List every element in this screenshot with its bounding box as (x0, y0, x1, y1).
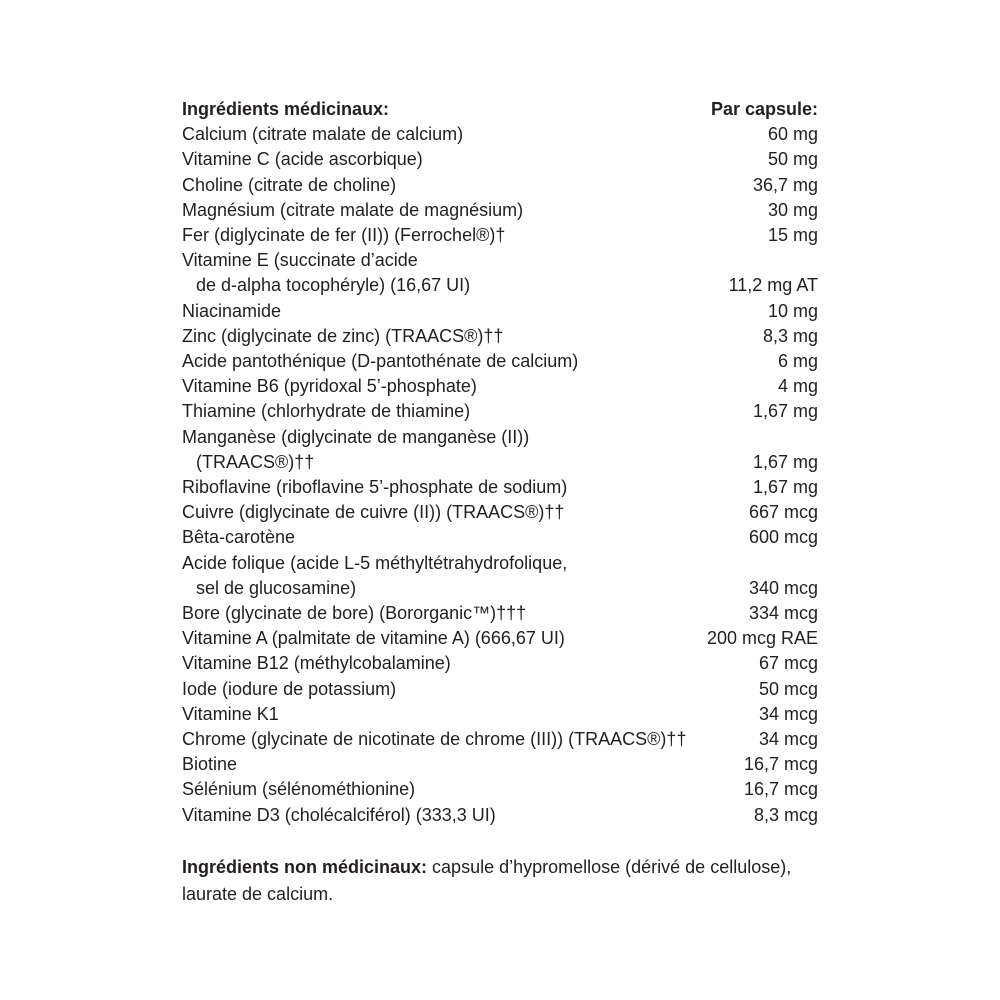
ingredient-amount: 34 mcg (758, 703, 818, 724)
table-row (182, 576, 818, 601)
table-header (182, 97, 818, 122)
ingredient-amount: 1,67 mg (752, 451, 818, 472)
ingredient-name: Fer (diglycinate de fer (II)) (Ferrochel®)† (182, 225, 506, 246)
table-row (182, 651, 818, 676)
ingredient-amount: 30 mg (767, 199, 818, 220)
supplement-facts-panel (182, 97, 818, 908)
non-medicinal-text: capsule d’hypromellose (dérivé de cellulose), (432, 856, 792, 877)
table-row (182, 173, 818, 198)
ingredient-name: Chrome (glycinate de nicotinate de chrome (III)) (TRAACS®)†† (182, 729, 687, 750)
table-row (182, 777, 818, 802)
ingredient-amount: 334 mcg (748, 603, 818, 624)
table-row (182, 752, 818, 777)
ingredient-amount: 60 mg (767, 124, 818, 145)
table-row (182, 299, 818, 324)
table-row (182, 122, 818, 147)
ingredient-amount: 8,3 mg (762, 325, 818, 346)
ingredient-amount: 1,67 mg (752, 477, 818, 498)
ingredient-name: Acide pantothénique (D-pantothénate de calcium) (182, 351, 579, 372)
ingredient-name: Biotine (182, 754, 238, 775)
ingredient-name: Vitamine D3 (cholécalciférol) (333,3 UI) (182, 804, 496, 825)
ingredient-name: Zinc (diglycinate de zinc) (TRAACS®)†† (182, 325, 504, 346)
ingredient-amount: 16,7 mcg (743, 779, 818, 800)
table-row (182, 198, 818, 223)
ingredient-name: Bore (glycinate de bore) (Bororganic™)††† (182, 603, 527, 624)
ingredient-amount: 16,7 mcg (743, 754, 818, 775)
ingredient-amount: 8,3 mcg (753, 804, 818, 825)
ingredient-name: Magnésium (citrate malate de magnésium) (182, 199, 524, 220)
ingredient-amount: 15 mg (767, 225, 818, 246)
ingredient-amount: 50 mg (767, 149, 818, 170)
table-row (182, 248, 818, 273)
table-row (182, 147, 818, 172)
non-medicinal-label: Ingrédients non médicinaux: (182, 856, 428, 877)
header-medicinal-ingredients: Ingrédients médicinaux: (182, 99, 390, 119)
ingredient-name: Iode (iodure de potassium) (182, 678, 397, 699)
ingredient-amount: 667 mcg (748, 502, 818, 523)
ingredient-name: Vitamine B6 (pyridoxal 5’-phosphate) (182, 376, 477, 397)
table-row (182, 525, 818, 550)
ingredient-name: Thiamine (chlorhydrate de thiamine) (182, 401, 471, 422)
ingredient-name: Manganèse (diglycinate de manganèse (II)) (182, 426, 530, 447)
ingredient-name: Choline (citrate de choline) (182, 174, 397, 195)
table-row (182, 702, 818, 727)
table-row (182, 450, 818, 475)
ingredient-name: sel de glucosamine) (196, 577, 357, 598)
table-row (182, 349, 818, 374)
table-row (182, 425, 818, 450)
table-row (182, 273, 818, 298)
table-row (182, 475, 818, 500)
ingredient-name: Cuivre (diglycinate de cuivre (II)) (TRAACS®)†† (182, 502, 565, 523)
ingredient-name: Vitamine A (palmitate de vitamine A) (666,67 UI) (182, 628, 565, 649)
ingredient-amount: 50 mcg (758, 678, 818, 699)
ingredient-amount: 34 mcg (758, 729, 818, 750)
ingredient-name: Riboflavine (riboflavine 5’-phosphate de sodium) (182, 477, 568, 498)
ingredient-amount: 36,7 mg (752, 174, 818, 195)
table-row (182, 601, 818, 626)
ingredient-amount: 1,67 mg (752, 401, 818, 422)
ingredients-rows (182, 122, 818, 828)
ingredient-name: Vitamine K1 (182, 703, 279, 724)
table-row (182, 803, 818, 828)
header-per-capsule: Par capsule: (710, 99, 818, 119)
ingredient-name: Vitamine B12 (méthylcobalamine) (182, 653, 451, 674)
ingredient-name: de d-alpha tocophéryle) (16,67 UI) (196, 275, 471, 296)
table-row (182, 551, 818, 576)
ingredient-amount: 340 mcg (748, 577, 818, 598)
ingredient-amount: 10 mg (767, 300, 818, 321)
table-row (182, 500, 818, 525)
table-row (182, 626, 818, 651)
table-row (182, 727, 818, 752)
ingredient-amount: 600 mcg (748, 527, 818, 548)
table-row (182, 374, 818, 399)
ingredient-name: Niacinamide (182, 300, 282, 321)
ingredient-name: (TRAACS®)†† (196, 451, 315, 472)
ingredient-amount: 67 mcg (758, 653, 818, 674)
ingredient-amount: 11,2 mg AT (728, 275, 818, 296)
ingredient-name: Calcium (citrate malate de calcium) (182, 124, 464, 145)
ingredient-name: Vitamine C (acide ascorbique) (182, 149, 423, 170)
ingredient-name: Bêta-carotène (182, 527, 296, 548)
ingredient-name: Acide folique (acide L-5 méthyltétrahydrofolique, (182, 552, 568, 573)
ingredient-name: Sélénium (sélénométhionine) (182, 779, 416, 800)
table-row (182, 223, 818, 248)
table-row (182, 324, 818, 349)
ingredient-name: Vitamine E (succinate d’acide (182, 250, 418, 271)
ingredient-amount: 4 mg (777, 376, 818, 397)
non-medicinal-section (182, 854, 818, 908)
non-medicinal-line2: laurate de calcium. (182, 883, 334, 904)
non-medicinal-line1 (182, 854, 818, 881)
table-row (182, 677, 818, 702)
table-row (182, 399, 818, 424)
ingredient-amount: 6 mg (777, 351, 818, 372)
ingredient-amount: 200 mcg RAE (706, 628, 818, 649)
